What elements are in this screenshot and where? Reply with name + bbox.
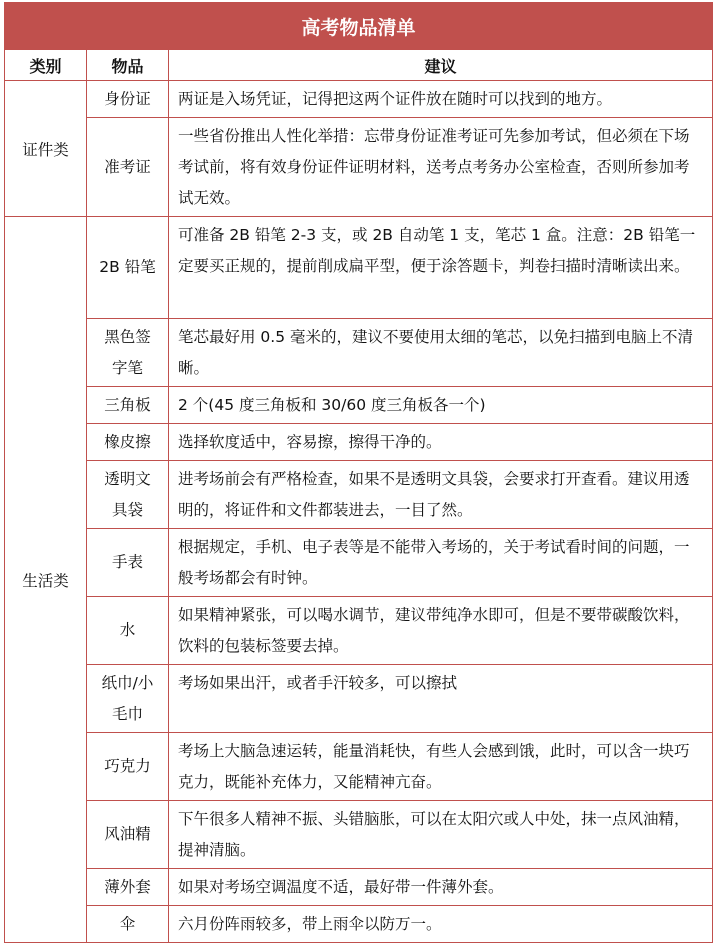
item-advice: 笔芯最好用 0.5 毫米的，建议不要使用太细的笔芯，以免扫描到电脑上不清晰。 <box>169 319 713 387</box>
header-item: 物品 <box>87 50 169 81</box>
item-advice: 如果精神紧张，可以喝水调节，建议带纯净水即可，但是不要带碳酸饮料，饮料的包装标签要去掉。 <box>169 597 713 665</box>
table-row <box>5 217 713 319</box>
header-advice: 建议 <box>169 50 713 81</box>
item-name: 风油精 <box>87 801 169 869</box>
item-name: 黑色签字笔 <box>87 319 169 387</box>
item-name: 水 <box>87 597 169 665</box>
item-name: 透明文具袋 <box>87 461 169 529</box>
table-row <box>5 906 713 943</box>
item-advice: 进考场前会有严格检查，如果不是透明文具袋，会要求打开查看。建议用透明的，将证件和文件都装进去，一目了然。 <box>169 461 713 529</box>
header-category: 类别 <box>5 50 87 81</box>
table-row <box>5 529 713 597</box>
item-name: 伞 <box>87 906 169 943</box>
item-name: 巧克力 <box>87 733 169 801</box>
item-advice: 一些省份推出人性化举措：忘带身份证准考证可先参加考试，但必须在下场考试前，将有效身份证件证明材料，送考点考务办公室检查，否则所参加考试无效。 <box>169 118 713 217</box>
item-name: 橡皮擦 <box>87 424 169 461</box>
item-advice: 下午很多人精神不振、头错脑胀，可以在太阳穴或人中处，抹一点风油精，提神清脑。 <box>169 801 713 869</box>
category-daily: 生活类 <box>5 217 87 943</box>
item-name: 纸巾/小毛巾 <box>87 665 169 733</box>
table-row <box>5 665 713 733</box>
table-row <box>5 733 713 801</box>
item-name: 2B 铅笔 <box>87 217 169 319</box>
item-advice: 考场上大脑急速运转，能量消耗快，有些人会感到饿，此时，可以含一块巧克力，既能补充体力，又能精神亢奋。 <box>169 733 713 801</box>
item-name: 准考证 <box>87 118 169 217</box>
item-advice: 六月份阵雨较多，带上雨伞以防万一。 <box>169 906 713 943</box>
item-advice: 选择软度适中，容易擦，擦得干净的。 <box>169 424 713 461</box>
item-name: 身份证 <box>87 81 169 118</box>
checklist-table <box>4 2 713 943</box>
table-row <box>5 597 713 665</box>
table-title: 高考物品清单 <box>5 3 713 50</box>
item-advice: 如果对考场空调温度不适，最好带一件薄外套。 <box>169 869 713 906</box>
item-advice: 2 个(45 度三角板和 30/60 度三角板各一个) <box>169 387 713 424</box>
item-advice: 根据规定，手机、电子表等是不能带入考场的，关于考试看时间的问题，一般考场都会有时钟。 <box>169 529 713 597</box>
table-row <box>5 118 713 217</box>
table-row <box>5 461 713 529</box>
table-row <box>5 801 713 869</box>
item-name: 三角板 <box>87 387 169 424</box>
table-row <box>5 387 713 424</box>
item-name: 手表 <box>87 529 169 597</box>
table-row <box>5 869 713 906</box>
table-row <box>5 319 713 387</box>
title-row <box>5 3 713 50</box>
header-row <box>5 50 713 81</box>
item-advice: 可准备 2B 铅笔 2-3 支，或 2B 自动笔 1 支，笔芯 1 盒。注意：2B 铅笔一定要买正规的，提前削成扁平型，便于涂答题卡，判卷扫描时清晰读出来。 <box>169 217 713 319</box>
checklist-sheet <box>4 2 712 943</box>
table-row <box>5 424 713 461</box>
table-row <box>5 81 713 118</box>
category-documents: 证件类 <box>5 81 87 217</box>
item-advice: 两证是入场凭证，记得把这两个证件放在随时可以找到的地方。 <box>169 81 713 118</box>
item-advice: 考场如果出汗，或者手汗较多，可以擦拭 <box>169 665 713 733</box>
item-name: 薄外套 <box>87 869 169 906</box>
